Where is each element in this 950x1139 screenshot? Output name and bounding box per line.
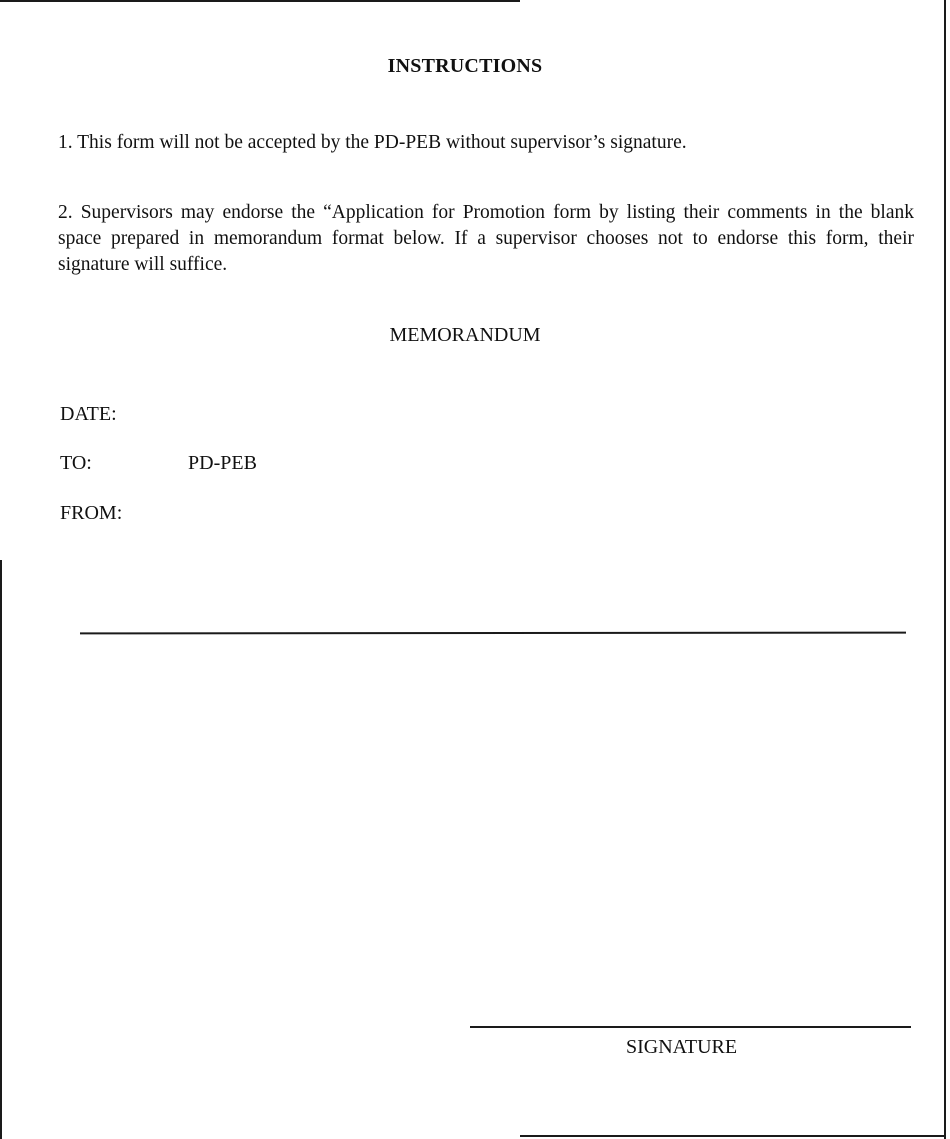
memo-to-label: TO: bbox=[60, 452, 92, 474]
signature-line bbox=[470, 1026, 911, 1028]
memo-divider-line bbox=[80, 632, 906, 634]
page-border-bottom bbox=[520, 1135, 946, 1137]
instructions-title: INSTRUCTIONS bbox=[387, 55, 543, 77]
instruction-item-1: 1. This form will not be accepted by the PD-PEB without supervisor’s signature. bbox=[58, 132, 687, 153]
memo-date-label: DATE: bbox=[60, 403, 117, 425]
signature-label: SIGNATURE bbox=[626, 1036, 738, 1058]
memorandum-title: MEMORANDUM bbox=[389, 324, 541, 346]
instruction-item-2: 2. Supervisors may endorse the “Application for Promotion form by listing their comments in the blank space prepared in memorandum format below. If a supervisor chooses not to endorse this form, their signature will suffice. bbox=[58, 202, 914, 275]
memo-to-value: PD-PEB bbox=[188, 452, 257, 474]
page-border-right bbox=[944, 0, 946, 1139]
memo-from-label: FROM: bbox=[60, 502, 123, 524]
page-border-left bbox=[0, 560, 2, 1139]
page-border-top bbox=[0, 0, 520, 2]
